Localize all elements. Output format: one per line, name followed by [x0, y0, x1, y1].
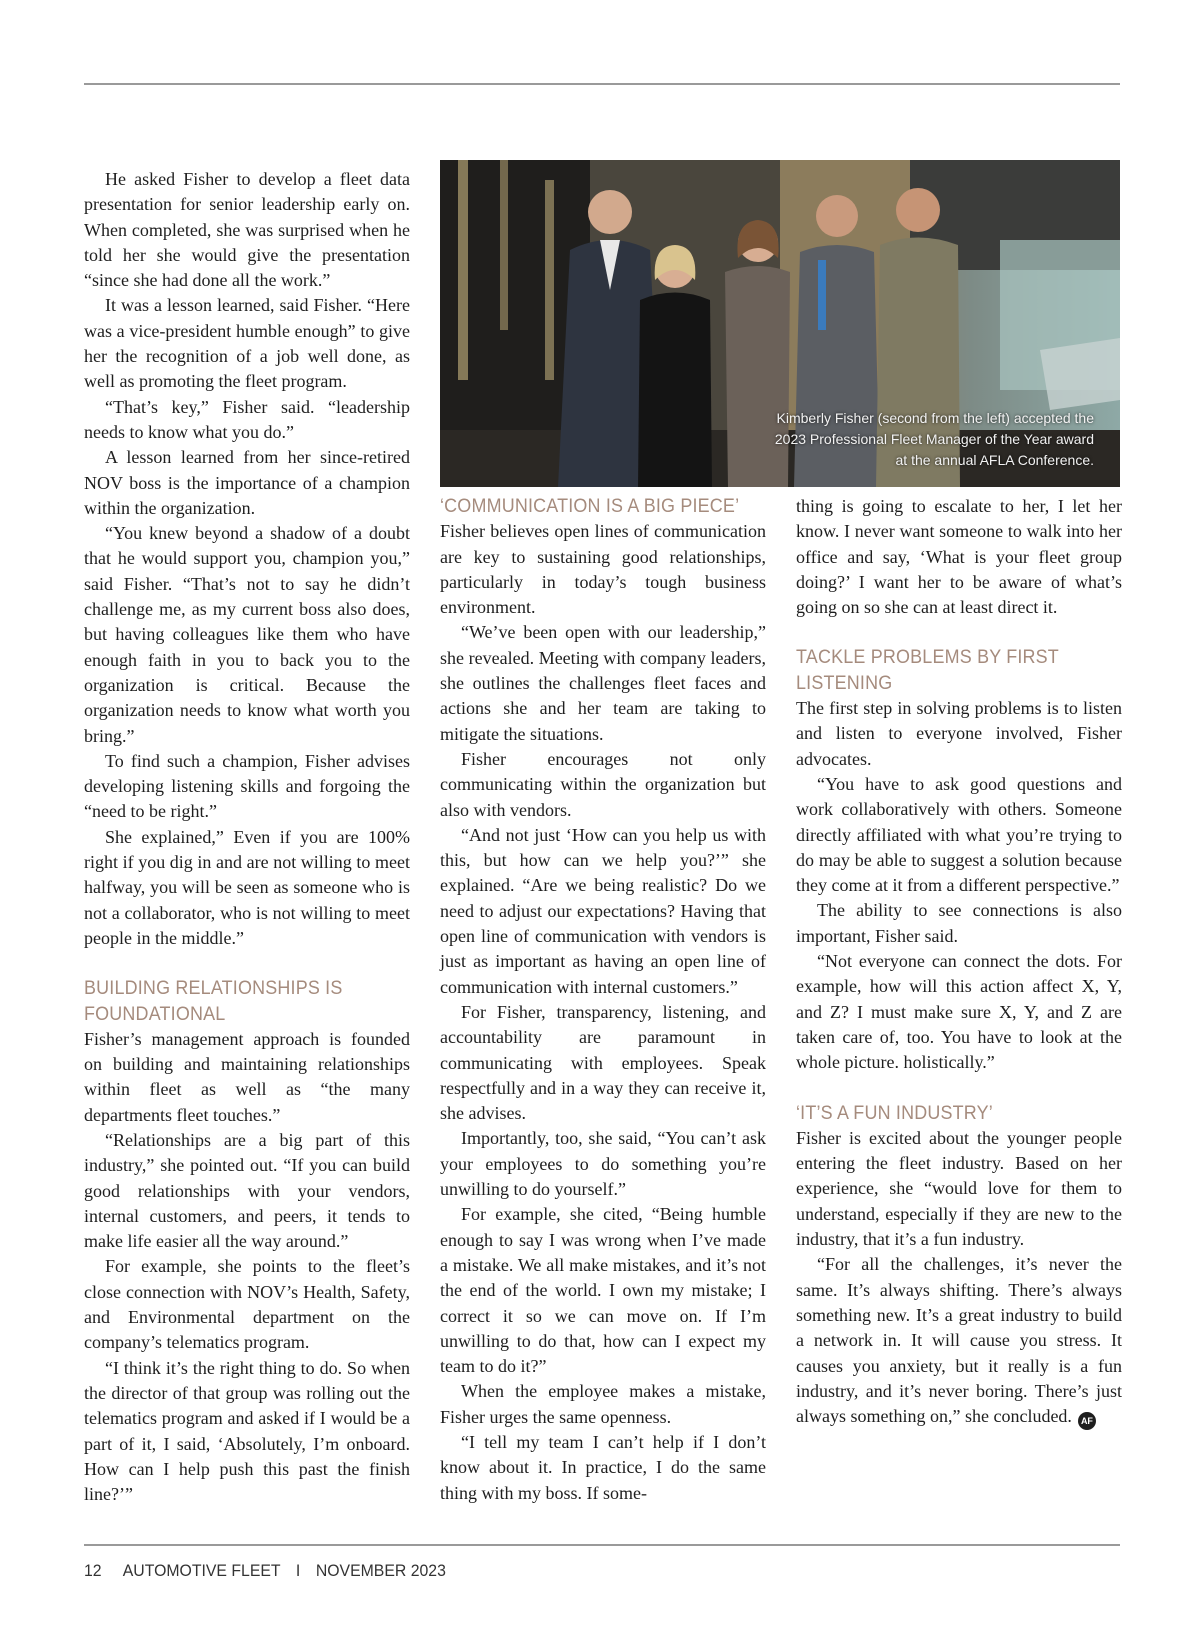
paragraph: For example, she points to the fleet’s close connection with NOV’s Health, Safety, and Environmental department on the company’s telematics program. — [84, 1256, 410, 1353]
paragraph: “You knew beyond a shadow of a doubt that he would support you, champion you,” said Fisher. “That’s not to say he didn’t challenge me, as my current boss also does, but having colleagues like them who have enough faith in you to back you to the organization is critical. Because the organization needs to know what worth you bring.” — [84, 523, 410, 746]
paragraph: She explained,” Even if you are 100% right if you dig in and are not willing to meet halfway, you will be seen as someone who is not a collaborator, who is not willing to meet people in the middle.” — [84, 826, 410, 948]
paragraph: Fisher’s management approach is founded on building and maintaining relationships within fleet as well as “the many departments fleet touches.” — [84, 1028, 410, 1125]
paragraph: For Fisher, transparency, listening, and accountability are paramount in communicating with employees. Speak respectfully and in a way they can receive it, she advises. — [440, 1001, 766, 1124]
paragraph: A lesson learned from her since-retired NOV boss is the importance of a champion within the organization. — [84, 447, 410, 518]
paragraph: Fisher encourages not only communicating within the organization but also with vendors. — [440, 748, 766, 820]
article-column-3 — [796, 494, 1122, 1430]
article-column-1 — [84, 167, 410, 1507]
paragraph: “That’s key,” Fisher said. “leadership needs to know what you do.” — [84, 396, 410, 442]
paragraph-text: “For all the challenges, it’s never the same. It’s always shifting. There’s always something new. It’s a great industry to build a network in. It will cause you stress. It causes you anxiety, but it really is a fun industry, and it’s never boring. There’s just always something on,” she concluded. — [796, 1254, 1122, 1427]
award-photo — [440, 160, 1120, 487]
paragraph: Fisher believes open lines of communication are key to sustaining good relationships, particularly in today’s tough business environment. — [440, 521, 766, 618]
paragraph: The first step in solving problems is to listen and listen to everyone involved, Fisher advocates. — [796, 698, 1122, 769]
page-number: 12 — [84, 1561, 102, 1580]
issue-date: NOVEMBER 2023 — [315, 1561, 446, 1580]
paragraph: thing is going to escalate to her, I let her know. I never want someone to walk into her office and say, ‘What is your fleet group doing?’ I want her to be aware of what’s going on so she can at least direct it. — [796, 496, 1122, 618]
footer-separator: I — [295, 1561, 301, 1580]
paragraph: The ability to see connections is also important, Fisher said. — [796, 900, 1122, 946]
paragraph — [796, 1252, 1122, 1430]
paragraph: He asked Fisher to develop a fleet data presentation for senior leadership early on. When completed, she was surprised when he told her she would give the presentation “since she had done all the work.” — [84, 169, 410, 291]
paragraph: “Not everyone can connect the dots. For example, how will this action affect X, Y, and Z? I must make sure X, Y, and Z are taken care of, too. You have to look at the whole picture. holistically.” — [796, 951, 1122, 1073]
paragraph: For example, she cited, “Being humble enough to say I was wrong when I’ve made a mistake. We all make mistakes, and it’s not the end of the world. I own my mistake; I correct it so we can move on. If I’m unwilling to do that, how can I expect my team to do it?” — [440, 1204, 766, 1377]
paragraph: “You have to ask good questions and work collaboratively with others. Someone directly affiliated with what you’re trying to do may be able to suggest a solution because they come at it from a different perspective.” — [796, 773, 1122, 896]
paragraph: When the employee makes a mistake, Fisher urges the same openness. — [440, 1381, 766, 1427]
paragraph: Importantly, too, she said, “You can’t ask your employees to do something you’re unwilling to do yourself.” — [440, 1128, 766, 1200]
paragraph: It was a lesson learned, said Fisher. “Here was a vice-president humble enough” to give her the recognition of a job well done, as well as promoting the fleet program. — [84, 295, 410, 392]
paragraph: “We’ve been open with our leadership,” she revealed. Meeting with company leaders, she outlines the challenges fleet faces and actions she and her team are taking to mitigate the situations. — [440, 622, 766, 744]
subheading-building-relationships: BUILDING RELATIONSHIPS IS FOUNDATIONAL — [84, 977, 343, 1025]
article-column-2 — [440, 494, 766, 1506]
subheading-communication: ‘COMMUNICATION IS A BIG PIECE’ — [440, 495, 740, 517]
paragraph: To find such a champion, Fisher advises developing listening skills and forgoing the “need to be right.” — [84, 750, 410, 822]
paragraph: “Relationships are a big part of this industry,” she pointed out. “If you can build good relationships with your vendors, internal customers, and peers, it tends to make life easier all the way around.” — [84, 1129, 410, 1252]
end-mark-logo: AF — [1078, 1412, 1096, 1430]
paragraph: “I think it’s the right thing to do. So when the director of that group was rolling out the telematics program and asked if I would be a part of it, I said, ‘Absolutely, I’m onboard. How can I help push this past the finish line?’” — [84, 1357, 410, 1505]
top-rule — [84, 83, 1120, 85]
paragraph: “And not just ‘How can you help us with this, but how can we help you?’” she explained. “Are we being realistic? Do we need to adjust our expectations? Having that open line of communication with vendors is just as important as having an open line of communication with internal customers.” — [440, 824, 766, 997]
subheading-tackle-problems: TACKLE PROBLEMS BY FIRST LISTENING — [796, 646, 1059, 694]
publication-name: AUTOMOTIVE FLEET — [122, 1561, 281, 1580]
paragraph: “I tell my team I can’t help if I don’t know about it. In practice, I do the same thing with my boss. If some- — [440, 1431, 766, 1503]
paragraph: Fisher is excited about the younger people entering the fleet industry. Based on her experience, she “would love for them to understand, especially if they are new to the industry, that it’s a fun industry. — [796, 1127, 1122, 1250]
subheading-fun-industry: ‘IT’S A FUN INDUSTRY’ — [796, 1101, 993, 1124]
bottom-rule — [84, 1544, 1120, 1546]
photo-caption: Kimberly Fisher (second from the left) accepted the 2023 Professional Fleet Manager of the Year award at the annual AFLA Conference. — [774, 410, 1094, 468]
page-footer — [84, 1561, 446, 1581]
